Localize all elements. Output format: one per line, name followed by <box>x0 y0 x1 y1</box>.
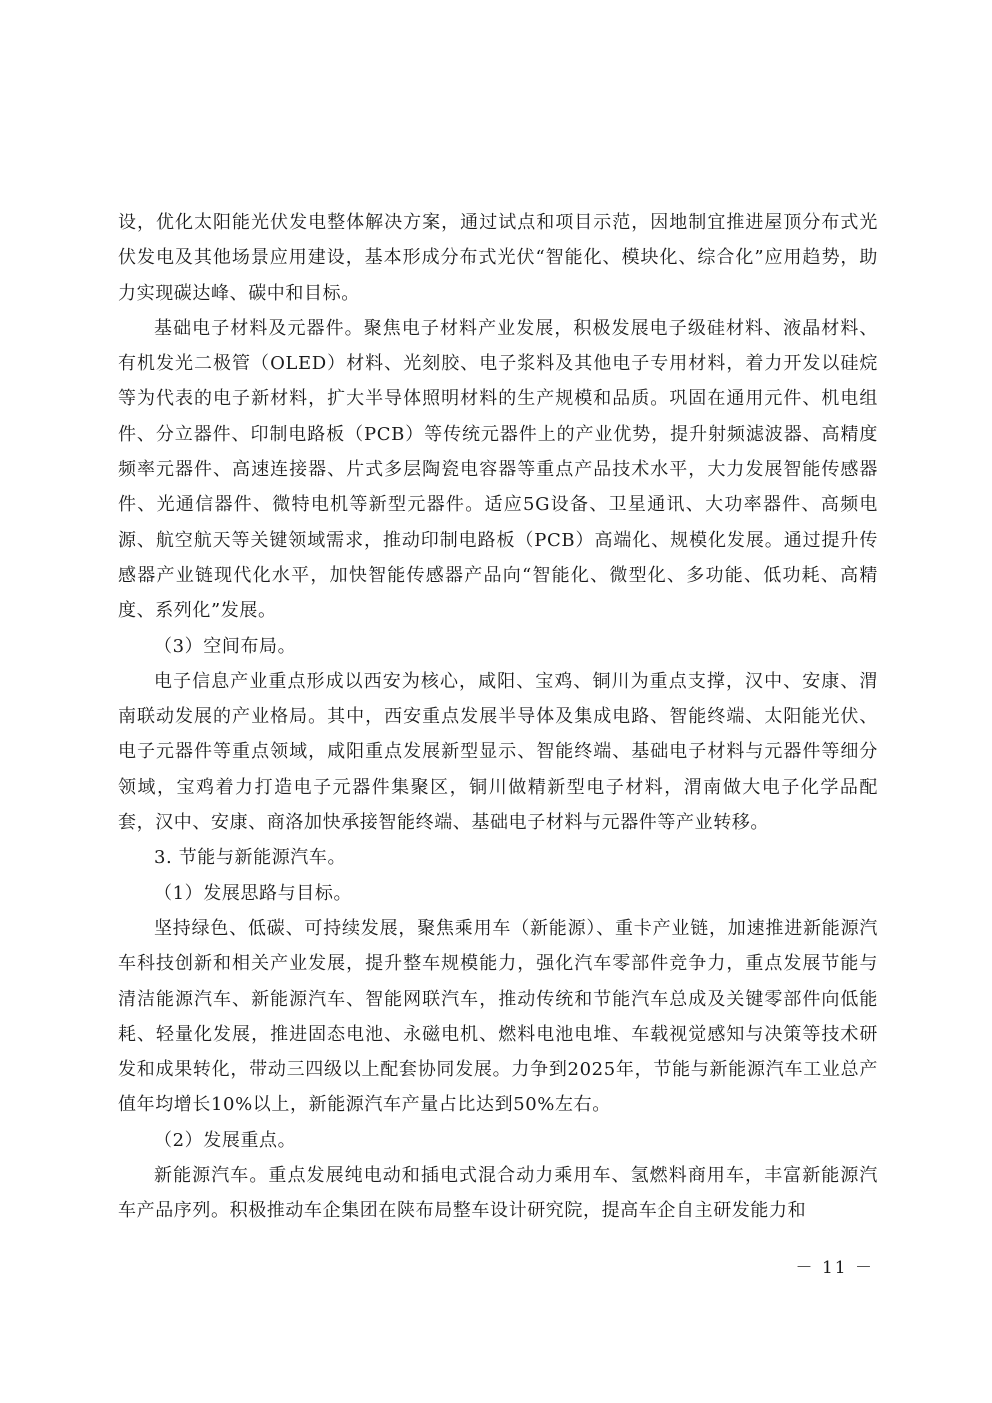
paragraph-electronic-materials: 基础电子材料及元器件。聚焦电子材料产业发展，积极发展电子级硅材料、液晶材料、有机发光二极管（OLED）材料、光刻胶、电子浆料及其他电子专用材料，着力开发以硅烷等为代表的电子新材料，扩大半导体照明材料的生产规模和品质。巩固在通用元件、机电组件、分立器件、印制电路板（PCB）等传统元器件上的产业优势，提升射频滤波器、高精度频率元器件、高速连接器、片式多层陶瓷电容器等重点产品技术水平，大力发展智能传感器件、光通信器件、微特电机等新型元器件。适应5G设备、卫星通讯、大功率器件、高频电源、航空航天等关键领域需求，推动印制电路板（PCB）高端化、规模化发展。通过提升传感器产业链现代化水平，加快智能传感器产品向“智能化、微型化、多功能、低功耗、高精度、系列化”发展。 <box>118 317 878 622</box>
heading-spatial-layout: （3）空间布局。 <box>154 635 297 657</box>
heading-development-goals: （1）发展思路与目标。 <box>154 882 353 904</box>
paragraph-solar-continuation: 设，优化太阳能光伏发电整体解决方案，通过试点和项目示范，因地制宜推进屋顶分布式光伏发电及其他场景应用建设，基本形成分布式光伏“智能化、模块化、综合化”应用趋势，助力实现碳达峰、碳中和目标。 <box>118 212 878 304</box>
heading-energy-vehicles: 3. 节能与新能源汽车。 <box>154 847 347 869</box>
heading-development-focus: （2）发展重点。 <box>154 1129 297 1151</box>
paragraph-spatial-layout: 电子信息产业重点形成以西安为核心，咸阳、宝鸡、铜川为重点支撑，汉中、安康、渭南联动发展的产业格局。其中，西安重点发展半导体及集成电路、智能终端、太阳能光伏、电子元器件等重点领域，咸阳重点发展新型显示、智能终端、基础电子材料与元器件等细分领域，宝鸡着力打造电子元器件集聚区，铜川做精新型电子材料，渭南做大电子化学品配套，汉中、安康、商洛加快承接智能终端、基础电子材料与元器件等产业转移。 <box>118 670 878 834</box>
page-number: － 11 － <box>795 1258 874 1278</box>
document-body <box>118 205 878 1229</box>
paragraph-development-goals: 坚持绿色、低碳、可持续发展，聚焦乘用车（新能源）、重卡产业链，加速推进新能源汽车科技创新和相关产业发展，提升整车规模能力，强化汽车零部件竞争力，重点发展节能与清洁能源汽车、新能源汽车、智能网联汽车，推动传统和节能汽车总成及关键零部件向低能耗、轻量化发展，推进固态电池、永磁电机、燃料电池电堆、车载视觉感知与决策等技术研发和成果转化，带动三四级以上配套协同发展。力争到2025年，节能与新能源汽车工业总产值年均增长10%以上，新能源汽车产量占比达到50%左右。 <box>118 917 878 1116</box>
paragraph-new-energy-vehicles: 新能源汽车。重点发展纯电动和插电式混合动力乘用车、氢燃料商用车，丰富新能源汽车产品序列。积极推动车企集团在陕布局整车设计研究院，提高车企自主研发能力和 <box>118 1165 878 1222</box>
